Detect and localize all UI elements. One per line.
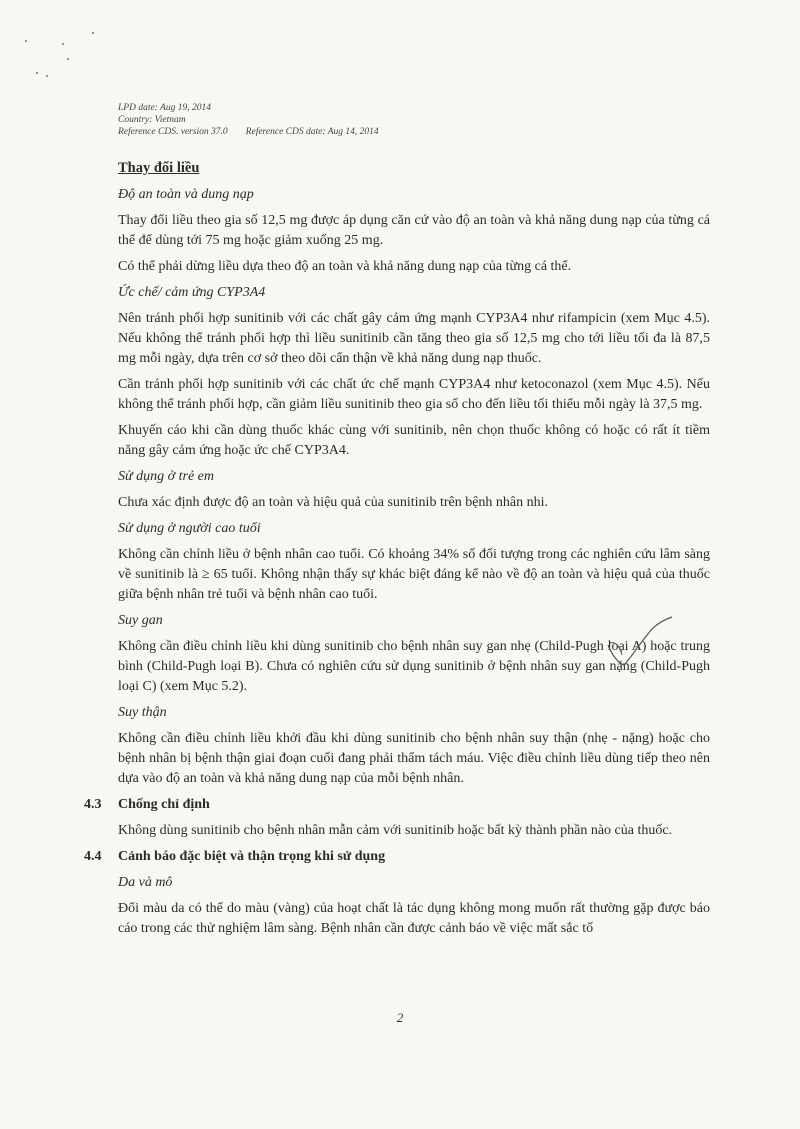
scan-speck bbox=[36, 72, 38, 74]
paragraph: Chưa xác định được độ an toàn và hiệu quả của sunitinib trên bệnh nhân nhi. bbox=[118, 495, 549, 510]
scan-speck bbox=[92, 32, 94, 34]
lpd-date: LPD date: Aug 19, 2014 bbox=[118, 103, 211, 113]
paragraph: Đổi màu da có thể do màu (vàng) của hoạt chất là tác dụng không mong muốn rất thường gặp được báo cáo trong các thử nghiệm lâm sàng. Bệnh nhân cần được cảnh báo về việc mất sắc tố bbox=[118, 901, 710, 936]
paragraph: Không cần chỉnh liều ở bệnh nhân cao tuổi. Có khoảng 34% số đối tượng trong các nghiên cứu lâm sàng về sunitinib là ≥ 65 tuổi. Không nhận thấy sự khác biệt đáng kể nào về độ an toàn và hiệu quả của thuốc giữa bệnh nhân trẻ tuổi và bệnh nhân cao tuổi. bbox=[118, 547, 710, 602]
document-body bbox=[84, 160, 710, 945]
section-heading: Cảnh báo đặc biệt và thận trọng khi sử dụng bbox=[118, 849, 386, 864]
scan-speck bbox=[67, 58, 69, 60]
paragraph: Không cần điều chỉnh liều khi dùng sunitinib cho bệnh nhân suy gan nhẹ (Child-Pugh loại A) hoặc trung bình (Child-Pugh loại B). Chưa có nghiên cứu sử dụng sunitinib ở bệnh nhân suy gan nặng (Child-Pugh loại C) (xem Mục 5.2). bbox=[118, 639, 710, 694]
scan-speck bbox=[62, 43, 64, 45]
country: Country: Vietnam bbox=[118, 115, 186, 125]
scan-speck bbox=[25, 40, 27, 42]
handwritten-signature-mark bbox=[600, 615, 680, 675]
reference-cds-version: Reference CDS. version 37.0 bbox=[118, 127, 228, 137]
reference-line bbox=[118, 126, 379, 138]
section-heading: Chống chỉ định bbox=[118, 797, 210, 812]
document-header bbox=[118, 102, 379, 138]
paragraph: Nên tránh phối hợp sunitinib với các chất gây cảm ứng mạnh CYP3A4 như rifampicin (xem Mục 4.5). Nếu không thể tránh phối hợp thì liều sunitinib cần tăng theo gia số 12,5 mg cho tới liều tối đa là 87,5 mg mỗi ngày, dựa trên cơ sở theo dõi cẩn thận về khả năng dung nạp thuốc. bbox=[118, 311, 710, 366]
paragraph: Thay đổi liều theo gia số 12,5 mg được áp dụng căn cứ vào độ an toàn và khả năng dung nạp của từng cá thể để dùng tới 75 mg hoặc giảm xuống 25 mg. bbox=[118, 213, 710, 248]
subheading-hepatic: Suy gan bbox=[118, 613, 163, 628]
subheading-cyp3a4: Ức chế/ cảm ứng CYP3A4 bbox=[118, 285, 266, 300]
paragraph: Khuyến cáo khi cần dùng thuốc khác cùng với sunitinib, nên chọn thuốc không có hoặc có rất ít tiềm năng gây cảm ứng hoặc ức chế CYP3A4. bbox=[118, 423, 710, 458]
section-number: 4.4 bbox=[84, 849, 102, 864]
section-4-4 bbox=[84, 847, 710, 867]
section-title-dose-adjustment: Thay đổi liều bbox=[118, 160, 200, 176]
paragraph: Không dùng sunitinib cho bệnh nhân mẫn cảm với sunitinib hoặc bất kỳ thành phần nào của thuốc. bbox=[118, 823, 673, 838]
reference-cds-date: Reference CDS date: Aug 14, 2014 bbox=[245, 127, 379, 137]
section-4-3 bbox=[84, 795, 710, 815]
page-number: 2 bbox=[396, 1010, 404, 1025]
subheading-safety: Độ an toàn và dung nạp bbox=[118, 187, 254, 202]
subheading-skin: Da và mô bbox=[118, 875, 173, 890]
paragraph: Cần tránh phối hợp sunitinib với các chất ức chế mạnh CYP3A4 như ketoconazol (xem Mục 4.5). Nếu không thể tránh phối hợp, cần giảm liều sunitinib theo gia số cho đến liều tối thiểu mỗi ngày là 37,5 mg. bbox=[118, 377, 710, 412]
paragraph: Có thể phải dừng liều dựa theo độ an toàn và khả năng dung nạp của từng cá thể. bbox=[118, 259, 572, 274]
scan-speck bbox=[46, 75, 48, 77]
subheading-renal: Suy thận bbox=[118, 705, 167, 720]
section-number: 4.3 bbox=[84, 797, 102, 812]
subheading-pediatric: Sử dụng ở trẻ em bbox=[118, 469, 214, 484]
paragraph: Không cần điều chỉnh liều khởi đầu khi dùng sunitinib cho bệnh nhân suy thận (nhẹ - nặng) hoặc cho bệnh nhân bị bệnh thận giai đoạn cuối đang phải thẩm tách máu. Việc điều chỉnh liều dùng tiếp theo nên dựa vào độ an toàn và khả năng dung nạp của mỗi bệnh nhân. bbox=[118, 731, 710, 786]
subheading-elderly: Sử dụng ở người cao tuổi bbox=[118, 521, 261, 536]
